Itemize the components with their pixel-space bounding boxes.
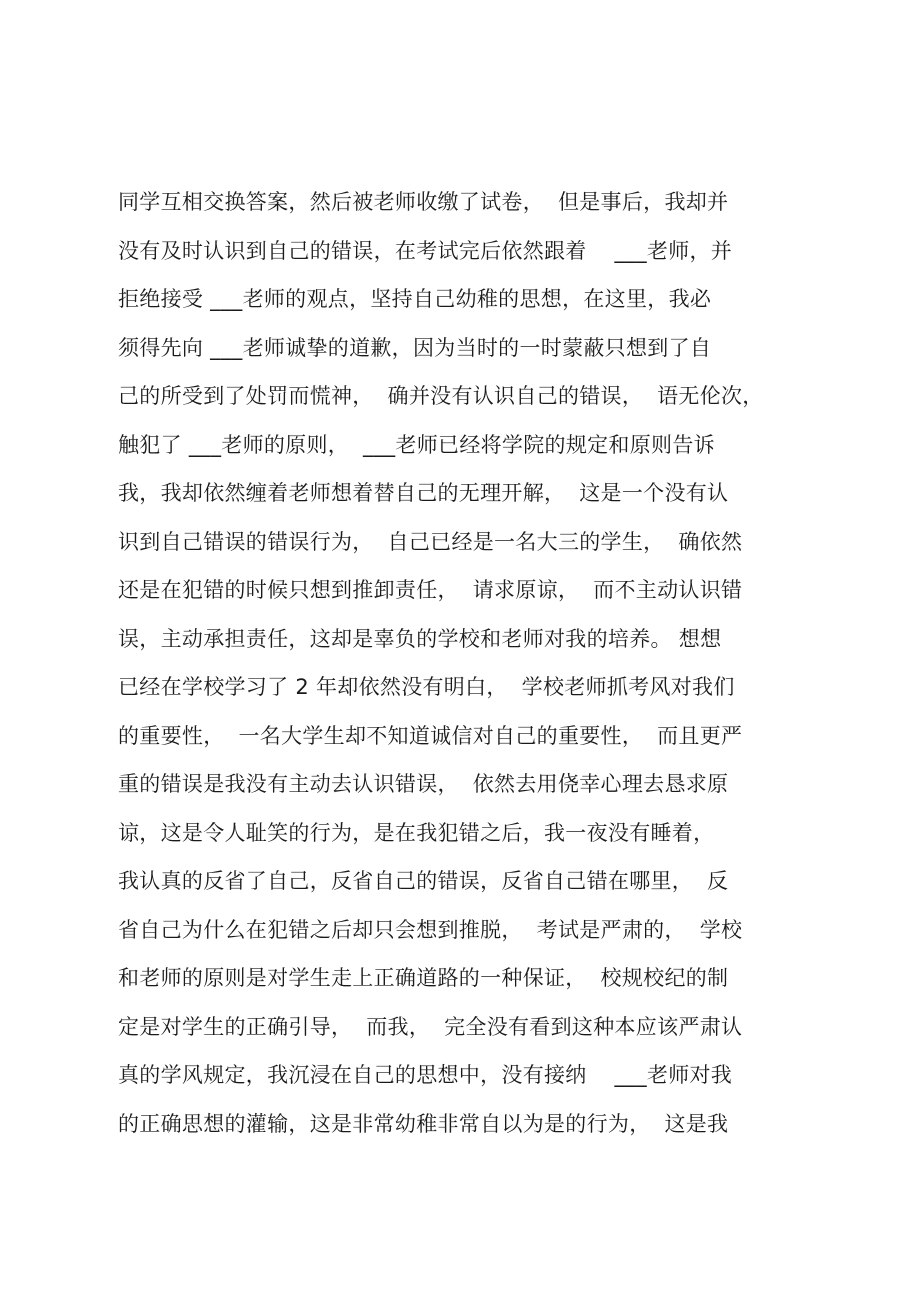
text-line: 须得先向 ___老师诚挚的道歉，因为当时的一时蒙蔽只想到了自 — [118, 335, 712, 360]
text-line: 的正确思想的灌输，这是非常幼稚非常自以为是的行为， 这是我 — [118, 1111, 729, 1136]
text-line: 谅，这是令人耻笑的行为，是在我犯错之后，我一夜没有睡着， — [118, 820, 715, 845]
text-line: 触犯了 ___老师的原则， ___老师已经将学院的规定和原则告诉 — [118, 432, 715, 457]
body-text — [118, 178, 798, 1148]
text-line: 还是在犯错的时候只想到推卸责任， 请求原谅， 而不主动认识错 — [118, 578, 743, 602]
text-line: 拒绝接受 ___老师的观点，坚持自己幼稚的思想，在这里，我必 — [118, 287, 712, 311]
text-line: 的重要性， 一名大学生却不知道诚信对自己的重要性， 而且更严 — [118, 723, 743, 748]
text-line: 误，主动承担责任，这却是辜负的学校和老师对我的培养。 想想 — [118, 626, 722, 651]
text-line: 和老师的原则是对学生走上正确道路的一种保证， 校规校纪的制 — [118, 966, 729, 990]
text-line: 我，我却依然缠着老师想着替自己的无理开解， 这是一个没有认 — [118, 481, 729, 505]
text-line: 同学互相交换答案，然后被老师收缴了试卷， 但是事后，我却并 — [118, 190, 729, 214]
text-line: 识到自己错误的错误行为， 自己已经是一名大三的学生， 确依然 — [118, 529, 743, 554]
text-line: 我认真的反省了自己，反省自己的错误，反省自己错在哪里， 反 — [118, 869, 729, 893]
text-line: 已经在学校学习了 2 年却依然没有明白， 学校老师抓考风对我们 — [118, 675, 735, 699]
text-line: 省自己为什么在犯错之后却只会想到推脱， 考试是严肃的， 学校 — [118, 917, 743, 942]
text-line: 没有及时认识到自己的错误，在考试完后依然跟着 ___老师，并 — [118, 238, 733, 263]
text-line: 重的错误是我没有主动去认识错误， 依然去用侥幸心理去恳求原 — [118, 772, 729, 796]
text-line: 真的学风规定，我沉浸在自己的思想中，没有接纳 ___老师对我 — [118, 1063, 733, 1087]
text-line: 己的所受到了处罚而慌神， 确并没有认识自己的错误， 语无伦次， — [118, 384, 764, 408]
text-line: 定是对学生的正确引导， 而我， 完全没有看到这种本应该严肃认 — [118, 1014, 743, 1039]
